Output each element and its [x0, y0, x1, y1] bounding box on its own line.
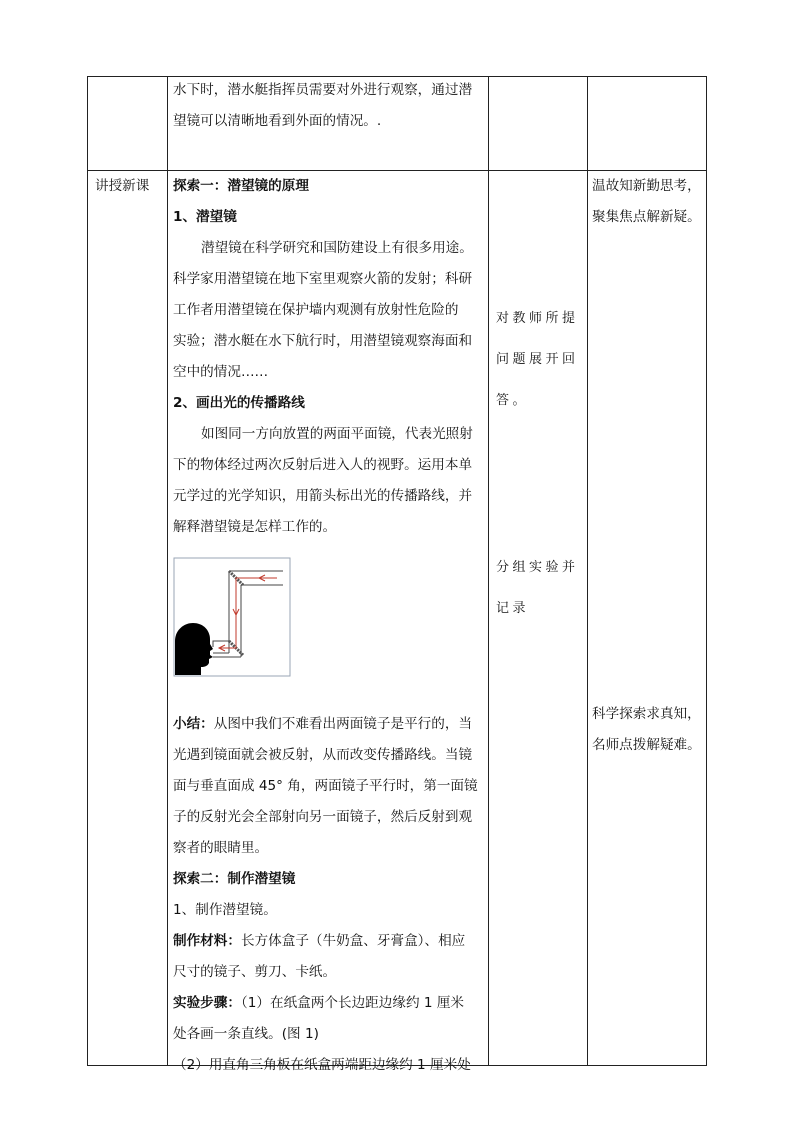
- steps-line: 处各画一条直线。(图 1): [173, 1026, 319, 1042]
- design-intent-a: [592, 171, 706, 233]
- materials-label: 制作材料：: [173, 933, 241, 949]
- materials-line: [173, 926, 485, 957]
- student-line: 对教师所提: [496, 311, 579, 326]
- section1-line: 空中的情况……: [173, 364, 269, 380]
- design-intent-b: [592, 699, 706, 761]
- section1-line: 实验；潜水艇在水下航行时，用潜望镜观察海面和: [173, 333, 473, 349]
- intent-line: 名师点拨解疑难。: [592, 737, 701, 753]
- section1-line: 工作者用潜望镜在保护墙内观测有放射性危险的: [173, 302, 459, 318]
- student-activity-a: [496, 298, 586, 421]
- intent-line: 科学探索求真知，: [592, 706, 701, 722]
- section1-line: 科学家用潜望镜在地下室里观察火箭的发射；科研: [173, 271, 473, 287]
- col-divider-1: [167, 76, 168, 1066]
- make-item: 1、制作潜望镜。: [173, 902, 277, 918]
- steps-line: （2）用直角三角板在纸盒两端距边缘约 1 厘米处: [173, 1057, 471, 1073]
- row1-content: [173, 75, 485, 137]
- section1-title: 1、潜望镜: [173, 209, 237, 225]
- steps-text: （1）在纸盒两个长边距边缘约 1 厘米: [240, 995, 465, 1011]
- summary-label: 小结：: [173, 716, 214, 732]
- row2-content: [173, 171, 485, 1081]
- summary-line: 光遇到镜面就会被反射，从而改变传播路线。当镜: [173, 747, 473, 763]
- summary-line: 察者的眼睛里。: [173, 840, 269, 856]
- table-border-right: [706, 76, 707, 1066]
- section2-line: 元学过的光学知识，用箭头标出光的传播路线，并: [173, 488, 473, 504]
- intent-line: 温故知新勤思考，: [592, 178, 701, 194]
- summary-line: 面与垂直面成 45° 角，两面镜子平行时，第一面镜: [173, 778, 478, 794]
- section1-line: 潜望镜在科学研究和国防建设上有很多用途。: [201, 240, 473, 256]
- table-border-left: [87, 76, 88, 1066]
- student-line: 记录: [496, 601, 530, 616]
- student-line: 分组实验并: [496, 560, 579, 575]
- summary-text: 从图中我们不难看出两面镜子是平行的，当: [213, 716, 473, 732]
- row2-label: 讲授新课: [95, 178, 150, 194]
- lesson-table: [87, 76, 707, 1073]
- steps-label: 实验步骤：: [173, 995, 241, 1011]
- section2-title: 2、画出光的传播路线: [173, 395, 305, 411]
- student-line: 答。: [496, 393, 530, 408]
- row1-line-1: 水下时，潜水艇指挥员需要对外进行观察，通过潜: [173, 82, 473, 98]
- explore2-title: 探索二：制作潜望镜: [173, 871, 296, 887]
- section2-line: 下的物体经过两次反射后进入人的视野。运用本单: [173, 457, 473, 473]
- summary-line: 子的反射光会全部射向另一面镜子，然后反射到观: [173, 809, 473, 825]
- student-line: 问题展开回: [496, 352, 579, 367]
- student-activity-b: [496, 547, 586, 629]
- explore1-title: 探索一：潜望镜的原理: [173, 178, 309, 194]
- steps-line: [173, 988, 485, 1019]
- materials-text: 长方体盒子（牛奶盒、牙膏盒）、相应: [240, 933, 466, 949]
- col-divider-3: [587, 76, 588, 1066]
- periscope-diagram: [173, 557, 291, 677]
- row1-line-2: 望镜可以清晰地看到外面的情况。.: [173, 113, 382, 129]
- section2-line: 如图同一方向放置的两面平面镜，代表光照射: [201, 426, 473, 442]
- intent-line: 聚集焦点解新疑。: [592, 209, 701, 225]
- periscope-figure: [173, 543, 485, 709]
- materials-line: 尺寸的镜子、剪刀、卡纸。: [173, 964, 337, 980]
- section2-line: 解释潜望镜是怎样工作的。: [173, 519, 337, 535]
- summary-line: [173, 709, 485, 740]
- col-divider-2: [488, 76, 489, 1066]
